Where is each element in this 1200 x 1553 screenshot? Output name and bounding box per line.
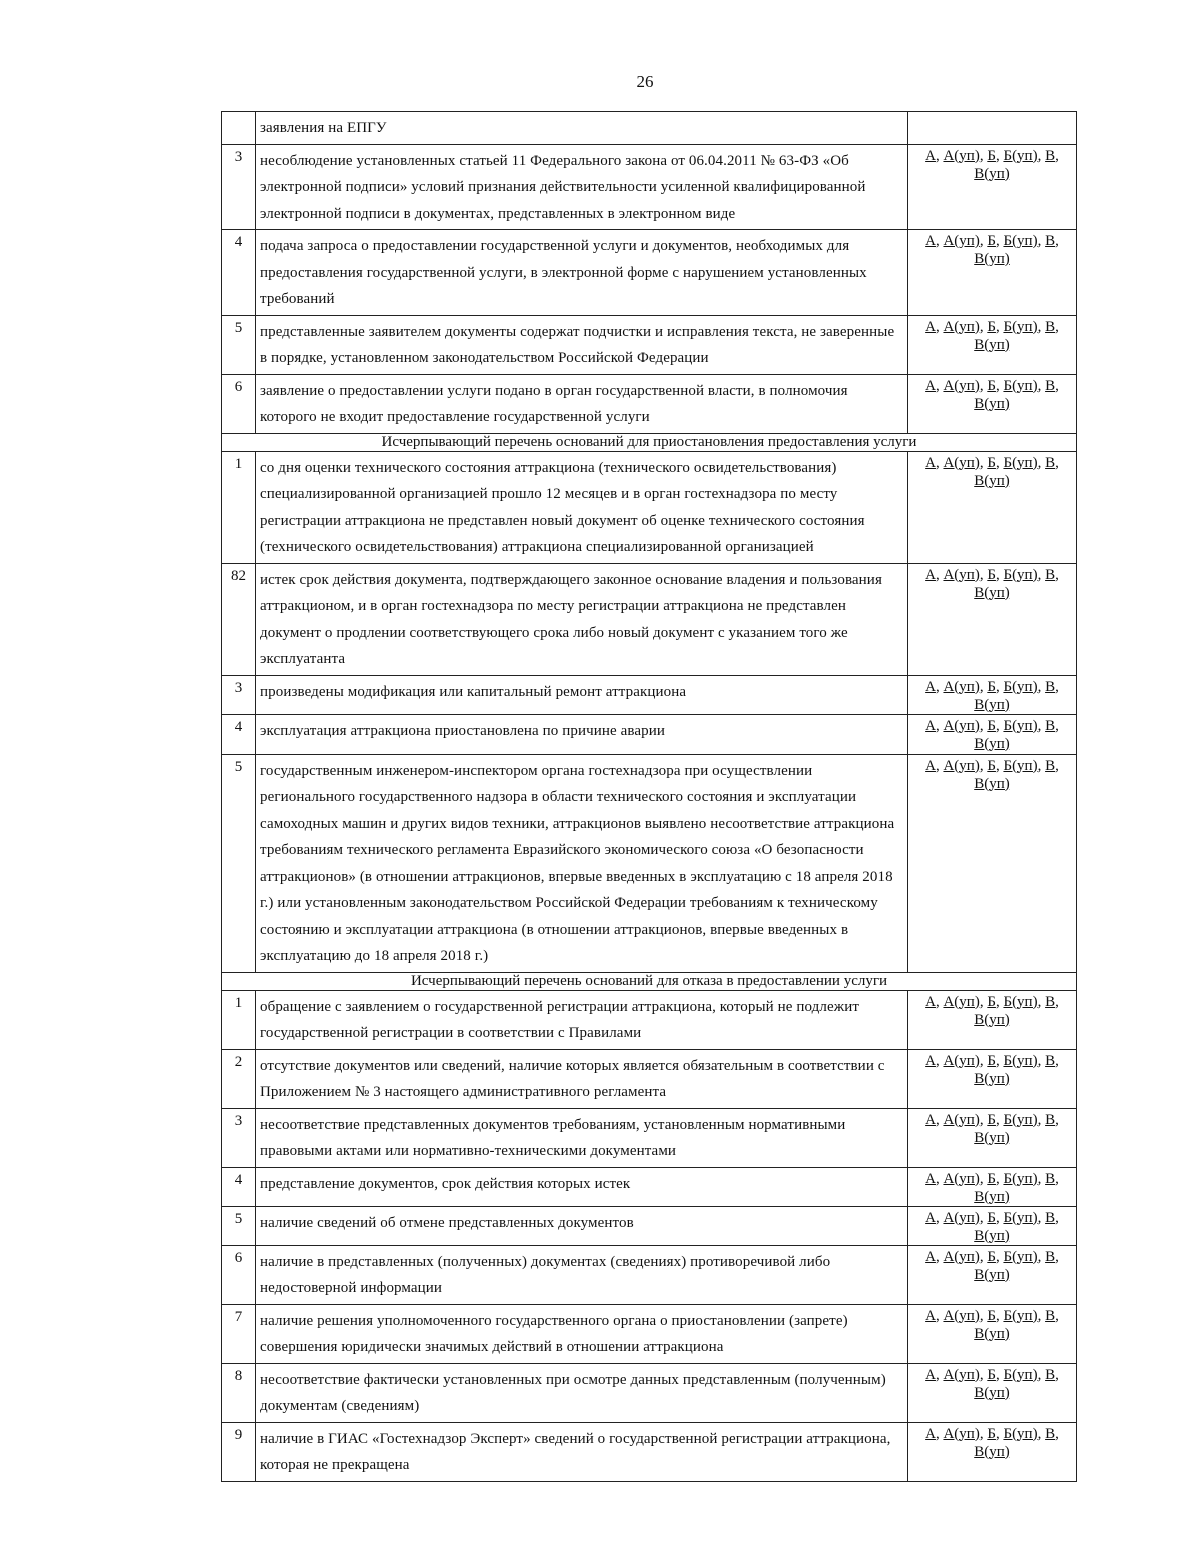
category-code: Б(уп): [1003, 1209, 1038, 1226]
category-code: Б: [987, 1425, 996, 1442]
ground-text: наличие в ГИАС «Гостехнадзор Эксперт» сведений о государственной регистрации аттракциона, которая не прекращена: [256, 1422, 908, 1481]
row-number: 5: [222, 1206, 256, 1245]
category-code: А: [925, 1425, 936, 1442]
category-code: Б: [987, 147, 996, 164]
table-row: [222, 230, 1077, 316]
category-code: В: [1045, 318, 1056, 335]
category-code: Б(уп): [1003, 717, 1038, 734]
category-code: А: [925, 233, 936, 249]
category-code: А(уп): [943, 1425, 980, 1442]
table-row: [222, 112, 1077, 145]
row-number: [222, 112, 256, 145]
category-code: В(уп): [974, 1325, 1010, 1342]
category-code: В(уп): [974, 1011, 1010, 1028]
category-code: А(уп): [943, 1111, 980, 1128]
category-codes: А, А(уп), Б, Б(уп), В, В(уп): [908, 1108, 1077, 1167]
category-codes: А, А(уп), Б, Б(уп), В, В(уп): [908, 1167, 1077, 1206]
table-row: [222, 563, 1077, 675]
category-codes: А, А(уп), Б, Б(уп), В, В(уп): [908, 144, 1077, 230]
category-code: А: [925, 318, 936, 335]
table-row: [222, 1245, 1077, 1304]
category-code: В(уп): [974, 1443, 1010, 1460]
category-code: А(уп): [943, 377, 980, 394]
category-codes: А, А(уп), Б, Б(уп), В, В(уп): [908, 990, 1077, 1049]
category-code: Б(уп): [1003, 1170, 1038, 1187]
category-code: Б(уп): [1003, 318, 1038, 335]
category-code: Б: [987, 1052, 996, 1069]
category-code: Б: [987, 1209, 996, 1226]
row-number: 82: [222, 563, 256, 675]
category-codes: А, А(уп), Б, Б(уп), В, В(уп): [908, 1049, 1077, 1108]
category-code: Б: [987, 1111, 996, 1128]
category-code: Б: [987, 757, 996, 774]
category-codes: А, А(уп), Б, Б(уп), В, В(уп): [908, 675, 1077, 714]
row-number: 6: [222, 1245, 256, 1304]
category-code: В: [1045, 454, 1056, 471]
category-code: А: [925, 1111, 936, 1128]
ground-text: подача запроса о предоставлении государственной услуги и документов, необходимых для предоставления государственной услуги, в электронной форме с нарушением установленных требований: [256, 230, 908, 316]
category-code: Б(уп): [1003, 233, 1038, 249]
ground-text: представление документов, срок действия которых истек: [256, 1167, 908, 1206]
category-code: Б(уп): [1003, 454, 1038, 471]
table-row: [222, 675, 1077, 714]
row-number: 2: [222, 1049, 256, 1108]
category-code: Б: [987, 233, 996, 249]
table-row: [222, 990, 1077, 1049]
category-code: В: [1045, 678, 1056, 695]
ground-text: несоблюдение установленных статьей 11 Федерального закона от 06.04.2011 № 63-ФЗ «Об электронной подписи» условий признания действительности усиленной квалифицированной электронной подписи в документах, представленных в электронном виде: [256, 144, 908, 230]
category-code: А: [925, 993, 936, 1010]
category-code: А(уп): [943, 1307, 980, 1324]
category-code: А: [925, 717, 936, 734]
category-code: Б(уп): [1003, 1307, 1038, 1324]
row-number: 4: [222, 1167, 256, 1206]
category-code: В: [1045, 757, 1056, 774]
section-header-row: [222, 433, 1077, 451]
category-codes: А, А(уп), Б, Б(уп), В, В(уп): [908, 1304, 1077, 1363]
category-code: В(уп): [974, 1070, 1010, 1087]
category-code: А(уп): [943, 147, 980, 164]
row-number: 4: [222, 714, 256, 754]
category-code: В(уп): [974, 336, 1010, 353]
ground-text: государственным инженером-инспектором органа гостехнадзора при осуществлении регионального государственного надзора в области технического состояния и эксплуатации самоходных машин и других видов техники, аттракционов выявлено несоответствие аттракциона требованиям технического регламента Евразийского экономического союза «О безопасности аттракционов» (в отношении аттракционов, впервые введенных в эксплуатацию с 18 апреля 2018 г.) или установленным законодательством Российской Федерации требованиям к техническому состоянию и эксплуатации аттракциона (в отношении аттракционов, впервые введенных в эксплуатацию до 18 апреля 2018 г.): [256, 754, 908, 972]
category-code: А(уп): [943, 566, 980, 583]
category-code: Б(уп): [1003, 1111, 1038, 1128]
row-number: 3: [222, 144, 256, 230]
category-code: Б(уп): [1003, 377, 1038, 394]
table-row: [222, 754, 1077, 972]
ground-text: истек срок действия документа, подтверждающего законное основание владения и пользования аттракционом, и в орган гостехнадзора по месту регистрации аттракциона не представлен документ о продлении соответствующего срока либо новый документ с указанием того же эксплуатанта: [256, 563, 908, 675]
category-codes: А, А(уп), Б, Б(уп), В, В(уп): [908, 451, 1077, 563]
category-code: А: [925, 678, 936, 695]
category-codes: А, А(уп), Б, Б(уп), В, В(уп): [908, 1245, 1077, 1304]
category-code: А(уп): [943, 1248, 980, 1265]
category-code: А: [925, 1366, 936, 1383]
category-code: В(уп): [974, 584, 1010, 601]
ground-text: несоответствие представленных документов требованиям, установленным нормативными правовыми актами или нормативно-техническими документами: [256, 1108, 908, 1167]
category-code: В(уп): [974, 1129, 1010, 1146]
row-number: 3: [222, 1108, 256, 1167]
row-number: 7: [222, 1304, 256, 1363]
category-code: А: [925, 377, 936, 394]
category-code: А: [925, 1248, 936, 1265]
table-row: [222, 714, 1077, 754]
row-number: 9: [222, 1422, 256, 1481]
category-codes: А, А(уп), Б, Б(уп), В, В(уп): [908, 1363, 1077, 1422]
category-code: А(уп): [943, 454, 980, 471]
category-code: В: [1045, 233, 1056, 249]
category-code: А(уп): [943, 1209, 980, 1226]
category-code: В: [1045, 147, 1056, 164]
category-code: Б: [987, 454, 996, 471]
category-code: В(уп): [974, 165, 1010, 182]
row-number: 6: [222, 374, 256, 433]
category-codes: А, А(уп), Б, Б(уп), В, В(уп): [908, 754, 1077, 972]
category-code: Б: [987, 678, 996, 695]
table-row: [222, 1206, 1077, 1245]
category-code: В: [1045, 717, 1056, 734]
category-code: В: [1045, 1052, 1056, 1069]
row-number: 5: [222, 754, 256, 972]
category-code: В: [1045, 566, 1056, 583]
category-code: Б: [987, 993, 996, 1010]
ground-text: отсутствие документов или сведений, наличие которых является обязательным в соответствии с Приложением № 3 настоящего административного регламента: [256, 1049, 908, 1108]
category-code: А: [925, 566, 936, 583]
category-code: Б(уп): [1003, 147, 1038, 164]
category-codes: А, А(уп), Б, Б(уп), В, В(уп): [908, 563, 1077, 675]
ground-text: наличие сведений об отмене представленных документов: [256, 1206, 908, 1245]
category-code: А: [925, 147, 936, 164]
table-row: [222, 1049, 1077, 1108]
category-code: Б(уп): [1003, 1248, 1038, 1265]
category-code: В: [1045, 1170, 1056, 1187]
category-code: А(уп): [943, 678, 980, 695]
ground-text: заявления на ЕПГУ: [256, 112, 908, 145]
table-row: [222, 144, 1077, 230]
row-number: 1: [222, 990, 256, 1049]
row-number: 1: [222, 451, 256, 563]
section-title: Исчерпывающий перечень оснований для приостановления предоставления услуги: [222, 433, 1077, 451]
table-row: [222, 1363, 1077, 1422]
category-codes: А, А(уп), Б, Б(уп), В, В(уп): [908, 1422, 1077, 1481]
category-code: Б: [987, 318, 996, 335]
category-code: А(уп): [943, 993, 980, 1010]
category-code: Б: [987, 377, 996, 394]
category-code: Б(уп): [1003, 566, 1038, 583]
category-code: Б: [987, 1307, 996, 1324]
ground-text: наличие решения уполномоченного государственного органа о приостановлении (запрете) совершения юридически значимых действий в отношении аттракциона: [256, 1304, 908, 1363]
category-code: А(уп): [943, 1366, 980, 1383]
category-code: В: [1045, 1307, 1056, 1324]
category-code: В: [1045, 1425, 1056, 1442]
category-codes: А, А(уп), Б, Б(уп), В, В(уп): [908, 374, 1077, 433]
category-code: А: [925, 1307, 936, 1324]
table-row: [222, 1422, 1077, 1481]
table-row: [222, 451, 1077, 563]
category-codes: А, А(уп), Б, Б(уп), В, В(уп): [908, 1206, 1077, 1245]
category-code: В(уп): [974, 1188, 1010, 1205]
category-code: А: [925, 1209, 936, 1226]
row-number: 3: [222, 675, 256, 714]
category-codes: А, А(уп), Б, Б(уп), В, В(уп): [908, 230, 1077, 316]
category-code: А(уп): [943, 717, 980, 734]
category-code: А: [925, 757, 936, 774]
row-number: 5: [222, 315, 256, 374]
table-row: [222, 315, 1077, 374]
category-codes: А, А(уп), Б, Б(уп), В, В(уп): [908, 315, 1077, 374]
category-code: В: [1045, 1366, 1056, 1383]
category-code: Б(уп): [1003, 1366, 1038, 1383]
category-code: В: [1045, 993, 1056, 1010]
ground-text: обращение с заявлением о государственной регистрации аттракциона, который не подлежит государственной регистрации в соответствии с Правилами: [256, 990, 908, 1049]
category-code: А: [925, 454, 936, 471]
category-code: В(уп): [974, 472, 1010, 489]
category-code: Б(уп): [1003, 1425, 1038, 1442]
category-code: В(уп): [974, 735, 1010, 752]
grounds-table: [221, 111, 1077, 1482]
category-code: В: [1045, 1209, 1056, 1226]
category-code: А(уп): [943, 233, 980, 249]
category-code: Б(уп): [1003, 678, 1038, 695]
category-code: Б: [987, 1366, 996, 1383]
section-title: Исчерпывающий перечень оснований для отказа в предоставлении услуги: [222, 972, 1077, 990]
category-code: В: [1045, 1248, 1056, 1265]
table-row: [222, 1167, 1077, 1206]
category-code: В(уп): [974, 395, 1010, 412]
ground-text: со дня оценки технического состояния аттракциона (технического освидетельствования) специализированной организацией прошло 12 месяцев и в орган гостехнадзора по месту регистрации аттракциона не представлен новый документ об оценке технического состояния (технического освидетельствования) аттракциона специализированной организацией: [256, 451, 908, 563]
category-codes: А, А(уп), Б, Б(уп), В, В(уп): [908, 714, 1077, 754]
category-code: В(уп): [974, 251, 1010, 267]
category-code: В(уп): [974, 775, 1010, 792]
table-row: [222, 374, 1077, 433]
table-row: [222, 1108, 1077, 1167]
row-number: 8: [222, 1363, 256, 1422]
category-code: А: [925, 1170, 936, 1187]
ground-text: наличие в представленных (полученных) документах (сведениях) противоречивой либо недостоверной информации: [256, 1245, 908, 1304]
category-code: А(уп): [943, 757, 980, 774]
category-code: Б: [987, 717, 996, 734]
page-number: 26: [636, 72, 654, 91]
table-row: [222, 1304, 1077, 1363]
category-code: В(уп): [974, 696, 1010, 713]
category-code: В: [1045, 1111, 1056, 1128]
category-code: А(уп): [943, 318, 980, 335]
ground-text: эксплуатация аттракциона приостановлена по причине аварии: [256, 714, 908, 754]
category-code: Б: [987, 1248, 996, 1265]
ground-text: заявление о предоставлении услуги подано в орган государственной власти, в полномочия которого не входит предоставление государственной услуги: [256, 374, 908, 433]
category-codes: [908, 112, 1077, 145]
category-code: В(уп): [974, 1227, 1010, 1244]
category-code: А(уп): [943, 1170, 980, 1187]
category-code: Б(уп): [1003, 1052, 1038, 1069]
ground-text: несоответствие фактически установленных при осмотре данных представленным (полученным) документам (сведениям): [256, 1363, 908, 1422]
category-code: В(уп): [974, 1384, 1010, 1401]
category-code: А(уп): [943, 1052, 980, 1069]
category-code: Б(уп): [1003, 993, 1038, 1010]
category-code: В: [1045, 377, 1056, 394]
category-code: Б: [987, 566, 996, 583]
section-header-row: [222, 972, 1077, 990]
row-number: 4: [222, 230, 256, 316]
category-code: А: [925, 1052, 936, 1069]
ground-text: произведены модификация или капитальный ремонт аттракциона: [256, 675, 908, 714]
category-code: Б: [987, 1170, 996, 1187]
category-code: В(уп): [974, 1266, 1010, 1283]
category-code: Б(уп): [1003, 757, 1038, 774]
ground-text: представленные заявителем документы содержат подчистки и исправления текста, не заверенные в порядке, установленном законодательством Российской Федерации: [256, 315, 908, 374]
